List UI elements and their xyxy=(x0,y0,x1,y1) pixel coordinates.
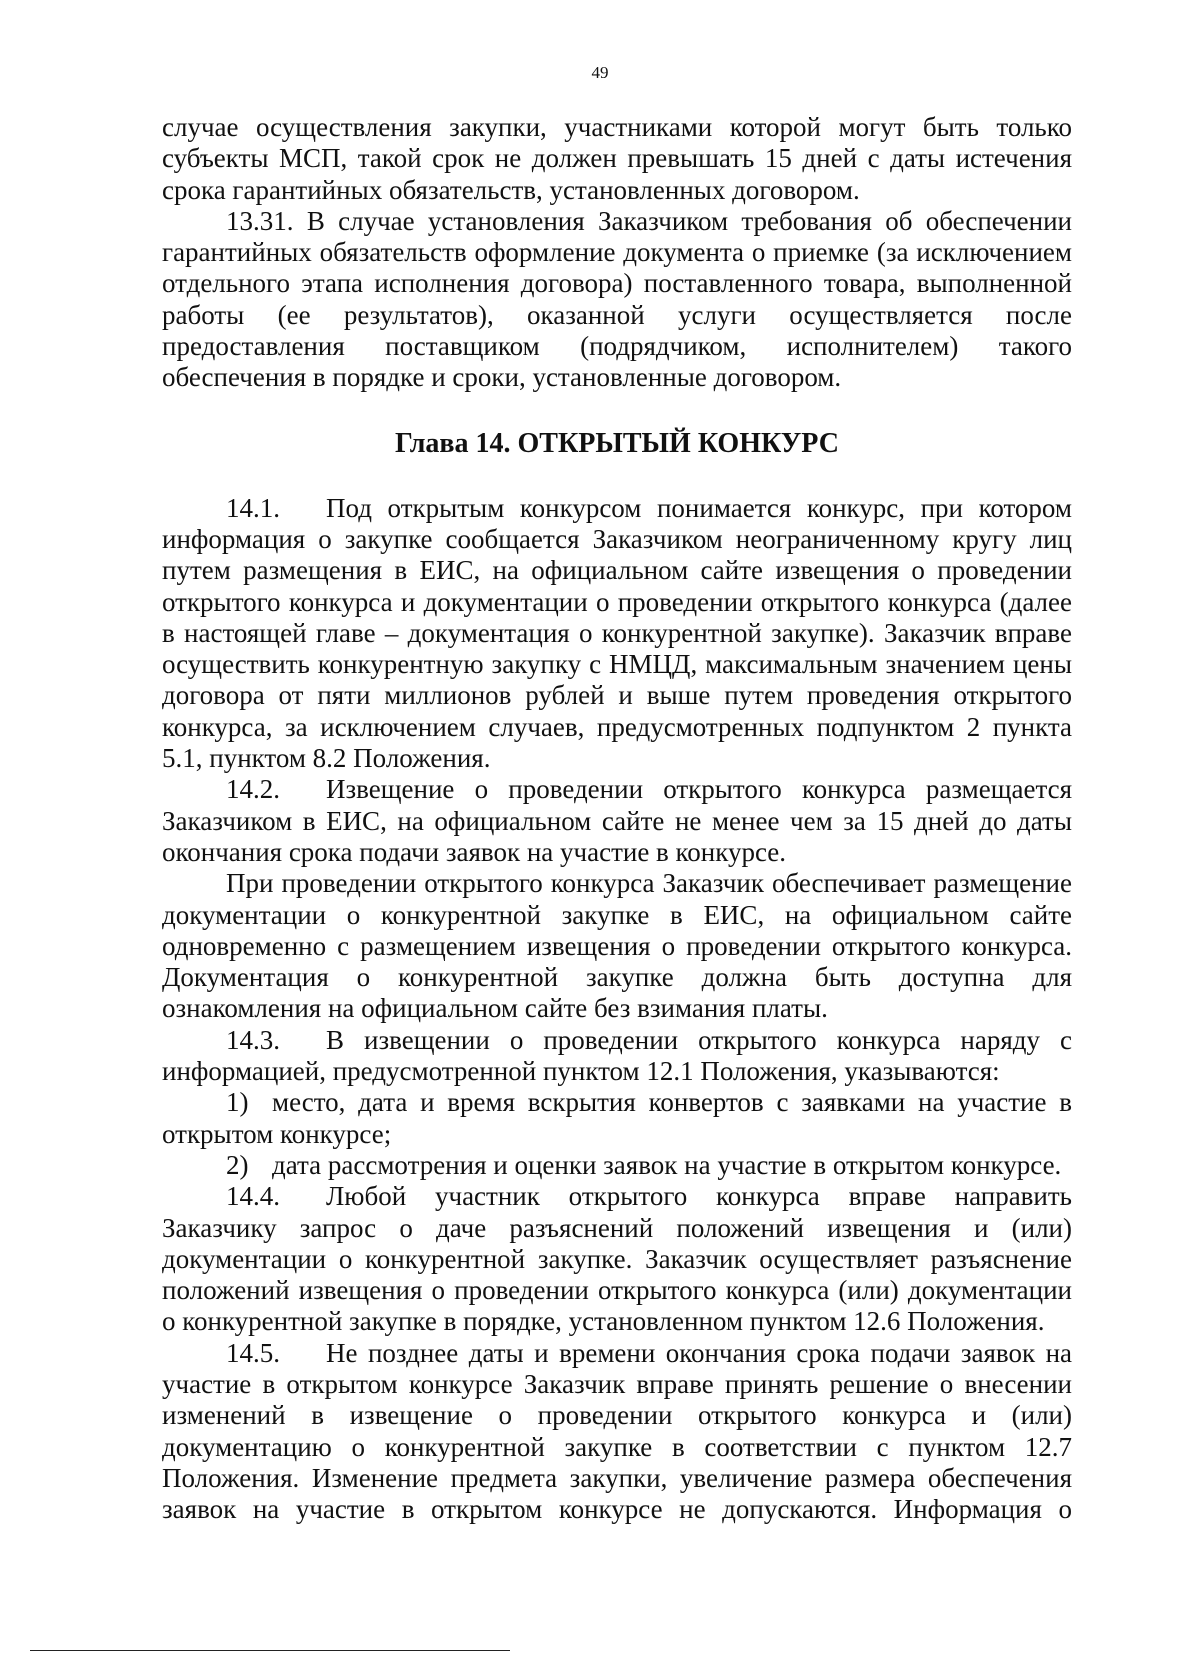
list-item-number: 1) xyxy=(226,1087,249,1118)
clause-number: 14.4. xyxy=(226,1181,280,1212)
list-item-2 xyxy=(162,1150,1072,1181)
chapter-heading: Глава 14. ОТКРЫТЫЙ КОНКУРС xyxy=(395,427,839,459)
paragraph-14-1 xyxy=(162,493,1072,775)
paragraph-13-31 xyxy=(162,206,1072,394)
paragraph-14-3 xyxy=(162,1025,1072,1088)
clause-text: Любой участник открытого конкурса вправе направить Заказчику запрос о даче разъяснений положений извещения и (или) документации о конкурентной закупке. Заказчик осуществляет разъяснение положений извещения о проведении открытого конкурса (или) документации о конкурентной закупке в порядке, установленном пунктом 12.6 Положения. xyxy=(162,1181,1072,1337)
clause-text: В случае установления Заказчиком требования об обеспечении гарантийных обязательств оформление документа о приемке (за исключением отдельного этапа исполнения договора) поставленного товара, выполненной работы (ее результатов), оказанной услуги осуществляется после предоставления поставщиком (подрядчиком, исполнителем) такого обеспечения в порядке и сроки, установленные договором. xyxy=(162,205,1072,393)
clause-number: 14.2. xyxy=(226,774,280,805)
page-number: 49 xyxy=(591,63,609,82)
clause-number: 14.5. xyxy=(226,1337,280,1368)
paragraph-14-5 xyxy=(162,1338,1072,1526)
list-item-number: 2) xyxy=(226,1149,249,1180)
clause-text: Под открытым конкурсом понимается конкурс, при котором информация о закупке сообщается Заказчиком неограниченному кругу лиц путем размещения в ЕИС, на официальном сайте извещения о проведении открытого конкурса и документации о проведении открытого конкурса (далее в настоящей главе – документация о конкурентной закупке). Заказчик вправе осуществить конкурентную закупку с НМЦД, максимальным значением цены договора от пяти миллионов рублей и выше путем проведения открытого конкурса, за исключением случаев, предусмотренных подпунктом 2 пункта 5.1, пунктом 8.2 Положения. xyxy=(162,492,1072,774)
list-item-1 xyxy=(162,1087,1072,1150)
document-body xyxy=(162,112,1072,1525)
paragraph-14-2 xyxy=(162,774,1072,868)
footnote-separator xyxy=(30,1650,510,1651)
list-item-text: место, дата и время вскрытия конвертов с заявками на участие в открытом конкурсе; xyxy=(162,1087,1072,1149)
clause-text: Извещение о проведении открытого конкурса размещается Заказчиком в ЕИС, на официальном сайте не менее чем за 15 дней до даты окончания срока подачи заявок на участие в конкурсе. xyxy=(162,774,1072,867)
clause-number: 14.1. xyxy=(226,492,280,523)
clause-text: В извещении о проведении открытого конкурса наряду с информацией, предусмотренной пунктом 12.1 Положения, указываются: xyxy=(162,1024,1072,1087)
clause-number: 14.3. xyxy=(226,1024,280,1055)
clause-number: 13.31. xyxy=(226,205,294,236)
clause-text: Не позднее даты и времени окончания срока подачи заявок на участие в открытом конкурсе Заказчик вправе принять решение о внесении изменений в извещение о проведении открытого конкурса и (или) документацию о конкурентной закупке в соответствии с пунктом 12.7 Положения. Изменение предмета закупки, увеличение размера обеспечения заявок на участие в открытом конкурсе не допускаются. Информация о xyxy=(162,1337,1072,1525)
paragraph-14-2-continued: При проведении открытого конкурса Заказчик обеспечивает размещение документации о конкурентной закупке в ЕИС, на официальном сайте одновременно с размещением извещения о проведении открытого конкурса. Документация о конкурентной закупке должна быть доступна для ознакомления на официальном сайте без взимания платы. xyxy=(162,868,1072,1024)
paragraph-14-4 xyxy=(162,1181,1072,1337)
paragraph-continuation: случае осуществления закупки, участниками которой могут быть только субъекты МСП, такой срок не должен превышать 15 дней с даты истечения срока гарантийных обязательств, установленных договором. xyxy=(162,112,1072,205)
list-item-text: дата рассмотрения и оценки заявок на участие в открытом конкурсе. xyxy=(272,1149,1062,1180)
